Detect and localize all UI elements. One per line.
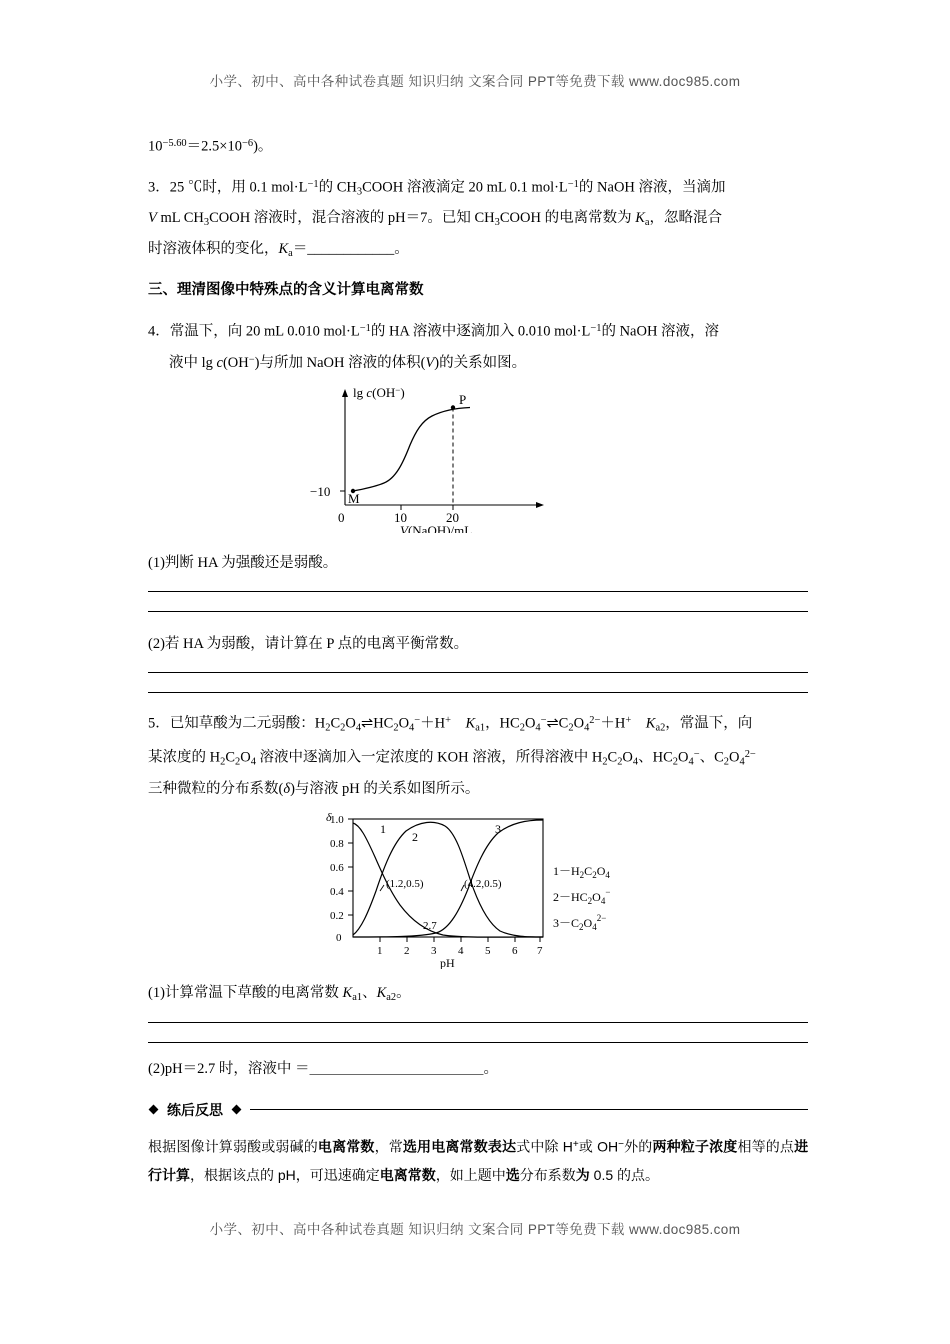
svg-text:1.0: 1.0 — [330, 813, 344, 826]
diamond-icon — [149, 1105, 159, 1115]
section-heading-3: 三、理清图像中特殊点的含义计算电离常数 — [148, 282, 424, 299]
svg-text:0.4: 0.4 — [330, 885, 344, 898]
question-5-part-1: (1)计算常温下草酸的电离常数 $K_{a1}$、$K_{a2}$。 — [148, 984, 411, 1003]
svg-text:V(NaOH)/mL: V(NaOH)/mL — [400, 522, 473, 533]
svg-text:(1.2,0.5): (1.2,0.5) — [386, 877, 424, 890]
question-5-part-2: (2)pH＝2.7 时，溶液中 ＝＿＿＿＿＿＿＿＿＿＿＿＿。 — [148, 1060, 499, 1077]
svg-text:−10: −10 — [310, 483, 331, 499]
svg-text:4: 4 — [458, 944, 464, 957]
svg-text:2.7: 2.7 — [423, 919, 437, 932]
svg-text:2: 2 — [412, 829, 418, 844]
svg-text:3: 3 — [495, 821, 501, 836]
svg-text:0.8: 0.8 — [330, 837, 344, 850]
answer-blank — [148, 591, 808, 592]
document-content — [148, 130, 808, 1190]
svg-text:5: 5 — [485, 944, 491, 957]
answer-blank — [148, 692, 808, 693]
question-5: 5．已知草酸为二元弱酸：$H_2C_2O_4\rightleftharpoons HC_2O_4^-+H^+$ $K_{a1}$，$HC_2O_4^-\rightleftharpoons C_2O_4^{2-}+H^+$ $K_{a2}$，常温下，向 某浓度的 $H_2C_2O_4$ 溶液中逐滴加入一定浓度的 KOH 溶液，所得溶液中 $H_2C_2O_4$、$HC_2O_4^-$、$C_2O_4^{2-}$ 三种微粒的分布系数(δ)与溶液 pH 的关系如图所示。 — [148, 714, 756, 797]
answer-blank — [148, 1022, 808, 1023]
answer-blank — [148, 611, 808, 612]
watermark-top: 小学、初中、高中各种试卷真题 知识归纳 文案合同 PPT等免费下载 www.doc985.com — [209, 74, 741, 89]
svg-text:6: 6 — [512, 944, 518, 957]
svg-text:0.6: 0.6 — [330, 861, 344, 874]
watermark-bottom: 小学、初中、高中各种试卷真题 知识归纳 文案合同 PPT等免费下载 www.doc985.com — [209, 1222, 741, 1237]
figure-distribution-vs-ph — [148, 809, 808, 969]
svg-text:0: 0 — [338, 509, 345, 525]
svg-text:3－C2O42−: $3-C_2O_4^{2-}$ — [553, 912, 607, 932]
svg-text:1: 1 — [380, 821, 386, 836]
divider — [250, 1109, 808, 1110]
answer-blank — [148, 672, 808, 673]
svg-text:2: 2 — [404, 944, 410, 957]
svg-text:1－H2C2O4: $1-H_2C_2O_4$ — [553, 863, 610, 880]
svg-text:pH: pH — [440, 955, 455, 969]
figure-lg-coh-vs-volume — [148, 383, 808, 533]
chart-1-svg — [148, 383, 808, 533]
reflection-body: 根据图像计算弱酸或弱碱的电离常数，常选用电离常数表达式中除 H+或 OH−外的两种粒子浓度相等的点进行计算，根据该点的 pH，可迅速确定电离常数，如上题中选分布系数为 0.5 的点。 — [148, 1138, 809, 1184]
question-4: 4．常温下，向 20 mL 0.010 $mol\cdot L^{-1}$的 HA 溶液中逐滴加入 0.010 $mol\cdot L^{-1}$的 NaOH 溶液，溶 液中 lg c(OH−)与所加 NaOH 溶液的体积(V)的关系如图。 — [148, 323, 720, 371]
svg-text:3: 3 — [431, 944, 437, 957]
reflection-title: 练后反思 — [167, 1101, 223, 1118]
svg-text:M: M — [348, 490, 360, 506]
continuation-line: $10^{-5.60}=2.5\times 10^{-6}$)。 — [148, 138, 273, 155]
svg-text:20: 20 — [446, 509, 459, 525]
svg-text:0: 0 — [336, 931, 342, 944]
svg-text:2－HC2O4−: $2-HC_2O_4^-$ — [553, 886, 611, 906]
chart-2-svg — [148, 809, 808, 969]
question-4-part-2: (2)若 HA 为弱酸，请计算在 P 点的电离平衡常数。 — [148, 635, 469, 652]
svg-text:lg c(OH−): lg c(OH−) — [353, 384, 405, 400]
svg-text:10: 10 — [394, 509, 407, 525]
answer-blank — [148, 1042, 808, 1043]
svg-text:P: P — [459, 391, 467, 407]
question-3: 3．25 ℃时，用 0.1 $mol\cdot L^{-1}$的 $CH_3COOH$ 溶液滴定 20 mL 0.1 $mol\cdot L^{-1}$的 NaOH 溶液，当滴加 V mL $CH_3COOH$ 溶液时，混合溶液的 pH＝7。已知 $CH_3COOH$ 的电离常数为 $K_a$，忽略混合 时溶液体积的变化，$K_a=\_\_\_\_\_\_\_\_\_\_\_\_$。 — [148, 178, 726, 260]
reflection-header — [148, 1100, 808, 1120]
svg-text:0.2: 0.2 — [330, 909, 344, 922]
svg-text:7: 7 — [537, 944, 543, 957]
svg-text:δ: δ — [326, 809, 332, 824]
svg-text:1: 1 — [377, 944, 383, 957]
question-4-part-1: (1)判断 HA 为强酸还是弱酸。 — [148, 554, 338, 571]
svg-text:(4.2,0.5): (4.2,0.5) — [464, 877, 502, 890]
diamond-icon — [232, 1105, 242, 1115]
